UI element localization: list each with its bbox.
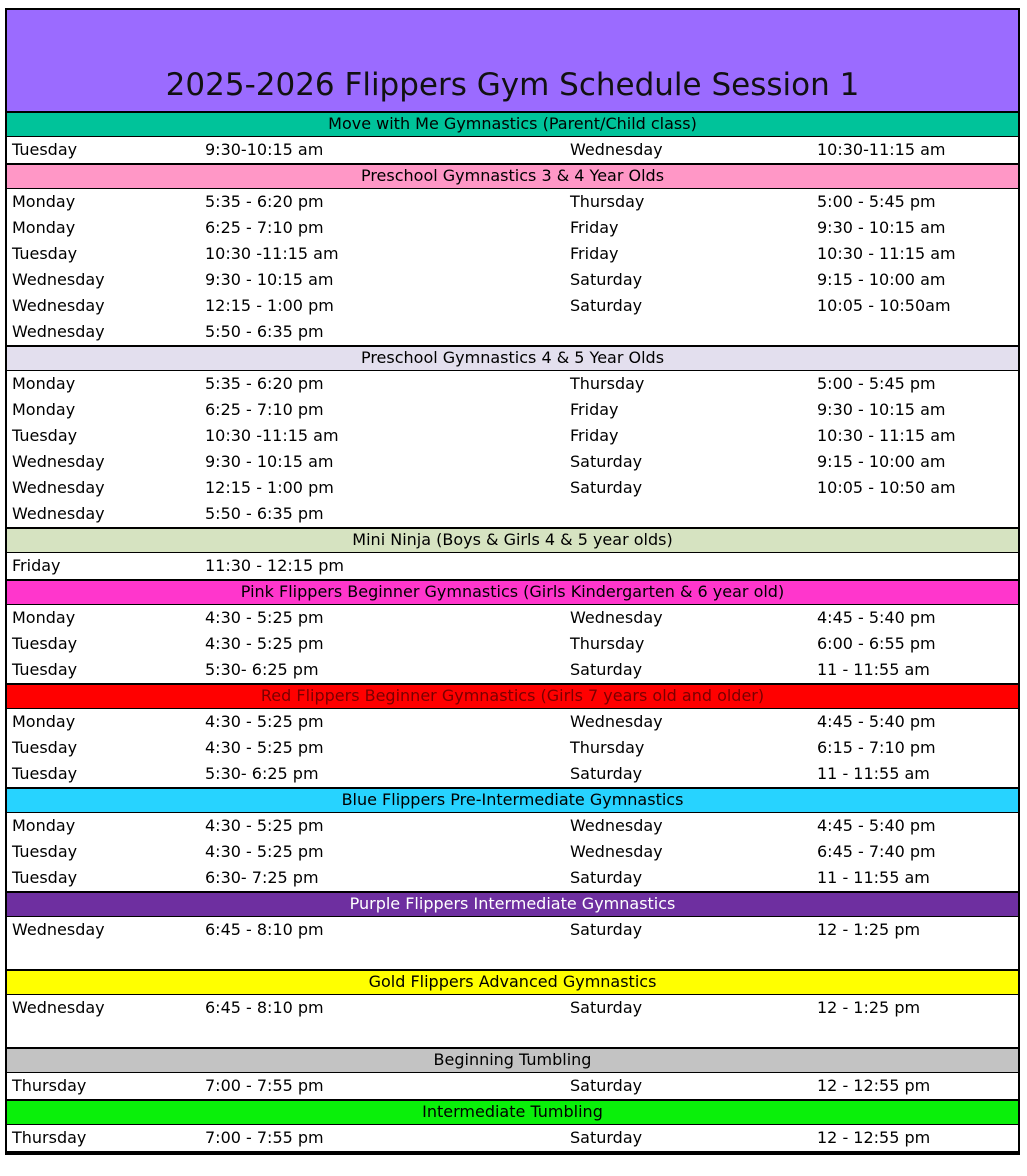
time-cell: 9:30 - 10:15 am <box>205 452 334 471</box>
time-cell: 6:30- 7:25 pm <box>205 868 319 887</box>
time-cell: 12 - 12:55 pm <box>817 1128 931 1147</box>
time-cell: 9:30 - 10:15 am <box>817 218 946 237</box>
time-cell: 11 - 11:55 am <box>817 764 930 783</box>
day-cell: Wednesday <box>12 270 105 289</box>
time-cell: 11 - 11:55 am <box>817 660 930 679</box>
time-cell: 6:15 - 7:10 pm <box>817 738 936 757</box>
day-cell: Monday <box>12 218 76 237</box>
section-header: Preschool Gymnastics 3 & 4 Year Olds <box>7 165 1018 189</box>
section-header: Mini Ninja (Boys & Girls 4 & 5 year olds) <box>7 529 1018 553</box>
schedule-row <box>7 553 1018 579</box>
time-cell: 5:00 - 5:45 pm <box>817 374 936 393</box>
section-rows <box>7 553 1018 581</box>
day-cell: Wednesday <box>12 998 105 1017</box>
time-cell: 9:15 - 10:00 am <box>817 452 946 471</box>
day-cell: Saturday <box>570 270 643 289</box>
day-cell: Tuesday <box>12 842 78 861</box>
day-cell: Thursday <box>570 738 645 757</box>
day-cell: Saturday <box>570 478 643 497</box>
schedule-row <box>7 215 1018 241</box>
schedule-row <box>7 735 1018 761</box>
time-cell: 10:05 - 10:50 am <box>817 478 956 497</box>
time-cell: 4:45 - 5:40 pm <box>817 816 936 835</box>
section-rows <box>7 1073 1018 1101</box>
day-cell: Monday <box>12 608 76 627</box>
time-cell: 6:00 - 6:55 pm <box>817 634 936 653</box>
time-cell: 9:30 - 10:15 am <box>205 270 334 289</box>
schedule-row <box>7 293 1018 319</box>
day-cell: Monday <box>12 816 76 835</box>
day-cell: Tuesday <box>12 738 78 757</box>
schedule-row <box>7 319 1018 345</box>
day-cell: Thursday <box>12 1076 87 1095</box>
time-cell: 5:35 - 6:20 pm <box>205 374 324 393</box>
day-cell: Saturday <box>570 452 643 471</box>
section-header: Purple Flippers Intermediate Gymnastics <box>7 893 1018 917</box>
time-cell: 4:30 - 5:25 pm <box>205 816 324 835</box>
time-cell: 12 - 12:55 pm <box>817 1076 931 1095</box>
schedule-row <box>7 371 1018 397</box>
section-rows <box>7 917 1018 971</box>
time-cell: 5:50 - 6:35 pm <box>205 322 324 341</box>
time-cell: 10:30 - 11:15 am <box>817 426 956 445</box>
schedule-row <box>7 137 1018 163</box>
day-cell: Wednesday <box>12 296 105 315</box>
time-cell: 4:30 - 5:25 pm <box>205 842 324 861</box>
day-cell: Wednesday <box>12 920 105 939</box>
day-cell: Friday <box>570 400 619 419</box>
time-cell: 10:30 - 11:15 am <box>817 244 956 263</box>
time-cell: 4:30 - 5:25 pm <box>205 738 324 757</box>
schedule-row <box>7 709 1018 735</box>
schedule-row <box>7 1073 1018 1099</box>
section-rows <box>7 371 1018 529</box>
time-cell: 12 - 1:25 pm <box>817 998 921 1017</box>
day-cell: Tuesday <box>12 244 78 263</box>
section-rows <box>7 189 1018 347</box>
schedule-row <box>7 449 1018 475</box>
time-cell: 5:35 - 6:20 pm <box>205 192 324 211</box>
time-cell: 4:45 - 5:40 pm <box>817 608 936 627</box>
section-rows <box>7 813 1018 893</box>
time-cell: 12 - 1:25 pm <box>817 920 921 939</box>
schedule-row <box>7 657 1018 683</box>
time-cell: 10:05 - 10:50am <box>817 296 951 315</box>
day-cell: Friday <box>570 426 619 445</box>
day-cell: Tuesday <box>12 634 78 653</box>
day-cell: Thursday <box>570 374 645 393</box>
time-cell: 10:30-11:15 am <box>817 140 946 159</box>
schedule-row <box>7 189 1018 215</box>
day-cell: Wednesday <box>570 842 663 861</box>
schedule-row <box>7 839 1018 865</box>
day-cell: Monday <box>12 192 76 211</box>
schedule-row <box>7 475 1018 501</box>
day-cell: Wednesday <box>12 322 105 341</box>
time-cell: 9:15 - 10:00 am <box>817 270 946 289</box>
schedule-row <box>7 631 1018 657</box>
day-cell: Saturday <box>570 764 643 783</box>
day-cell: Friday <box>12 556 61 575</box>
day-cell: Saturday <box>570 868 643 887</box>
day-cell: Tuesday <box>12 426 78 445</box>
time-cell: 5:30- 6:25 pm <box>205 660 319 679</box>
day-cell: Monday <box>12 712 76 731</box>
day-cell: Friday <box>570 244 619 263</box>
section-header: Blue Flippers Pre-Intermediate Gymnastics <box>7 789 1018 813</box>
time-cell: 4:30 - 5:25 pm <box>205 634 324 653</box>
day-cell: Tuesday <box>12 140 78 159</box>
time-cell: 11:30 - 12:15 pm <box>205 556 344 575</box>
day-cell: Friday <box>570 218 619 237</box>
time-cell: 10:30 -11:15 am <box>205 244 339 263</box>
time-cell: 10:30 -11:15 am <box>205 426 339 445</box>
day-cell: Wednesday <box>570 816 663 835</box>
day-cell: Tuesday <box>12 660 78 679</box>
section-header: Move with Me Gymnastics (Parent/Child class) <box>7 113 1018 137</box>
schedule-row <box>7 813 1018 839</box>
day-cell: Thursday <box>570 192 645 211</box>
schedule-row <box>7 943 1018 969</box>
day-cell: Tuesday <box>12 764 78 783</box>
schedule-row <box>7 241 1018 267</box>
page-title: 2025-2026 Flippers Gym Schedule Session 1 <box>165 67 860 103</box>
time-cell: 5:00 - 5:45 pm <box>817 192 936 211</box>
schedule-row <box>7 761 1018 787</box>
section-header: Preschool Gymnastics 4 & 5 Year Olds <box>7 347 1018 371</box>
time-cell: 12:15 - 1:00 pm <box>205 296 334 315</box>
time-cell: 6:45 - 8:10 pm <box>205 920 324 939</box>
section-rows <box>7 709 1018 789</box>
day-cell: Wednesday <box>570 712 663 731</box>
time-cell: 4:30 - 5:25 pm <box>205 712 324 731</box>
section-header: Beginning Tumbling <box>7 1049 1018 1073</box>
time-cell: 9:30-10:15 am <box>205 140 324 159</box>
section-rows <box>7 137 1018 165</box>
schedule-row <box>7 397 1018 423</box>
time-cell: 6:25 - 7:10 pm <box>205 218 324 237</box>
section-header: Pink Flippers Beginner Gymnastics (Girls Kindergarten & 6 year old) <box>7 581 1018 605</box>
schedule-row <box>7 1125 1018 1151</box>
schedule-sections <box>7 113 1018 1153</box>
day-cell: Saturday <box>570 1076 643 1095</box>
section-header: Intermediate Tumbling <box>7 1101 1018 1125</box>
day-cell: Saturday <box>570 660 643 679</box>
schedule-row <box>7 1021 1018 1047</box>
time-cell: 12:15 - 1:00 pm <box>205 478 334 497</box>
title-bar <box>7 10 1018 113</box>
time-cell: 6:45 - 7:40 pm <box>817 842 936 861</box>
time-cell: 4:45 - 5:40 pm <box>817 712 936 731</box>
time-cell: 7:00 - 7:55 pm <box>205 1128 324 1147</box>
day-cell: Saturday <box>570 1128 643 1147</box>
day-cell: Saturday <box>570 296 643 315</box>
day-cell: Wednesday <box>12 452 105 471</box>
time-cell: 11 - 11:55 am <box>817 868 930 887</box>
time-cell: 5:30- 6:25 pm <box>205 764 319 783</box>
time-cell: 6:25 - 7:10 pm <box>205 400 324 419</box>
day-cell: Wednesday <box>570 608 663 627</box>
day-cell: Saturday <box>570 920 643 939</box>
time-cell: 5:50 - 6:35 pm <box>205 504 324 523</box>
schedule-row <box>7 501 1018 527</box>
schedule-row <box>7 605 1018 631</box>
schedule-row <box>7 423 1018 449</box>
time-cell: 4:30 - 5:25 pm <box>205 608 324 627</box>
schedule-row <box>7 865 1018 891</box>
day-cell: Monday <box>12 400 76 419</box>
day-cell: Wednesday <box>12 504 105 523</box>
section-header: Gold Flippers Advanced Gymnastics <box>7 971 1018 995</box>
schedule-row <box>7 917 1018 943</box>
day-cell: Wednesday <box>12 478 105 497</box>
time-cell: 6:45 - 8:10 pm <box>205 998 324 1017</box>
day-cell: Saturday <box>570 998 643 1017</box>
day-cell: Wednesday <box>570 140 663 159</box>
section-rows <box>7 995 1018 1049</box>
section-header: Red Flippers Beginner Gymnastics (Girls 7 years old and older) <box>7 685 1018 709</box>
day-cell: Thursday <box>570 634 645 653</box>
schedule-row <box>7 995 1018 1021</box>
time-cell: 7:00 - 7:55 pm <box>205 1076 324 1095</box>
section-rows <box>7 1125 1018 1153</box>
day-cell: Tuesday <box>12 868 78 887</box>
day-cell: Thursday <box>12 1128 87 1147</box>
section-rows <box>7 605 1018 685</box>
schedule-sheet <box>5 8 1020 1155</box>
day-cell: Monday <box>12 374 76 393</box>
time-cell: 9:30 - 10:15 am <box>817 400 946 419</box>
schedule-row <box>7 267 1018 293</box>
